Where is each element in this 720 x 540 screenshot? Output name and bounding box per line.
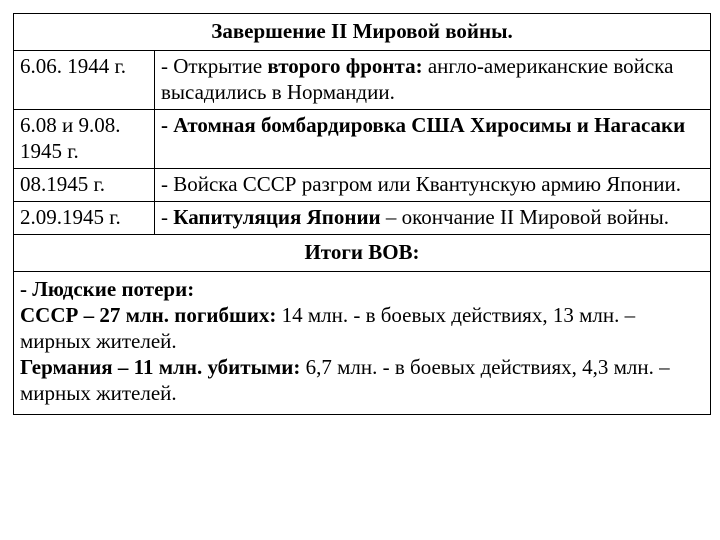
event-text-part-bold: Капитуляция Японии	[173, 205, 381, 229]
results-title-row	[14, 235, 711, 272]
table-title: Завершение II Мировой войны.	[14, 14, 711, 51]
event-date: 6.08 и 9.08. 1945 г.	[14, 110, 155, 169]
results-title: Итоги ВОВ:	[14, 235, 711, 272]
event-text-part: - Открытие	[161, 54, 268, 78]
event-text-part: - Войска СССР разгром или Квантунскую армию Японии.	[161, 172, 681, 196]
history-table	[13, 13, 711, 415]
event-text	[155, 169, 711, 202]
event-date: 6.06. 1944 г.	[14, 51, 155, 110]
germany-losses-rest: 6,7 млн. - в боевых действиях, 4,3 млн. – мирных жителей.	[20, 355, 670, 405]
event-date: 2.09.1945 г.	[14, 202, 155, 235]
event-row	[14, 110, 711, 169]
event-text	[155, 202, 711, 235]
document-sheet	[13, 13, 710, 415]
event-row	[14, 51, 711, 110]
event-text-part: англо-американские войска высадились в Нормандии.	[161, 54, 674, 104]
results-body	[14, 272, 711, 415]
ussr-losses	[20, 302, 704, 354]
event-date: 08.1945 г.	[14, 169, 155, 202]
event-text-part-bold: второго фронта:	[267, 54, 423, 78]
germany-losses	[20, 354, 704, 406]
results-row	[14, 272, 711, 415]
ussr-losses-bold: СССР – 27 млн. погибших:	[20, 303, 277, 327]
event-text	[155, 51, 711, 110]
losses-heading: - Людские потери:	[20, 277, 195, 301]
germany-losses-bold: Германия – 11 млн. убитыми:	[20, 355, 301, 379]
title-row	[14, 14, 711, 51]
event-row	[14, 202, 711, 235]
event-text-part-bold: - Атомная бомбардировка США Хиросимы и Нагасаки	[161, 113, 686, 137]
event-text-part: -	[161, 205, 174, 229]
event-text	[155, 110, 711, 169]
event-row	[14, 169, 711, 202]
ussr-losses-rest: 14 млн. - в боевых действиях, 13 млн. – мирных жителей.	[20, 303, 636, 353]
event-text-part: – окончание II Мировой войны.	[380, 205, 669, 229]
